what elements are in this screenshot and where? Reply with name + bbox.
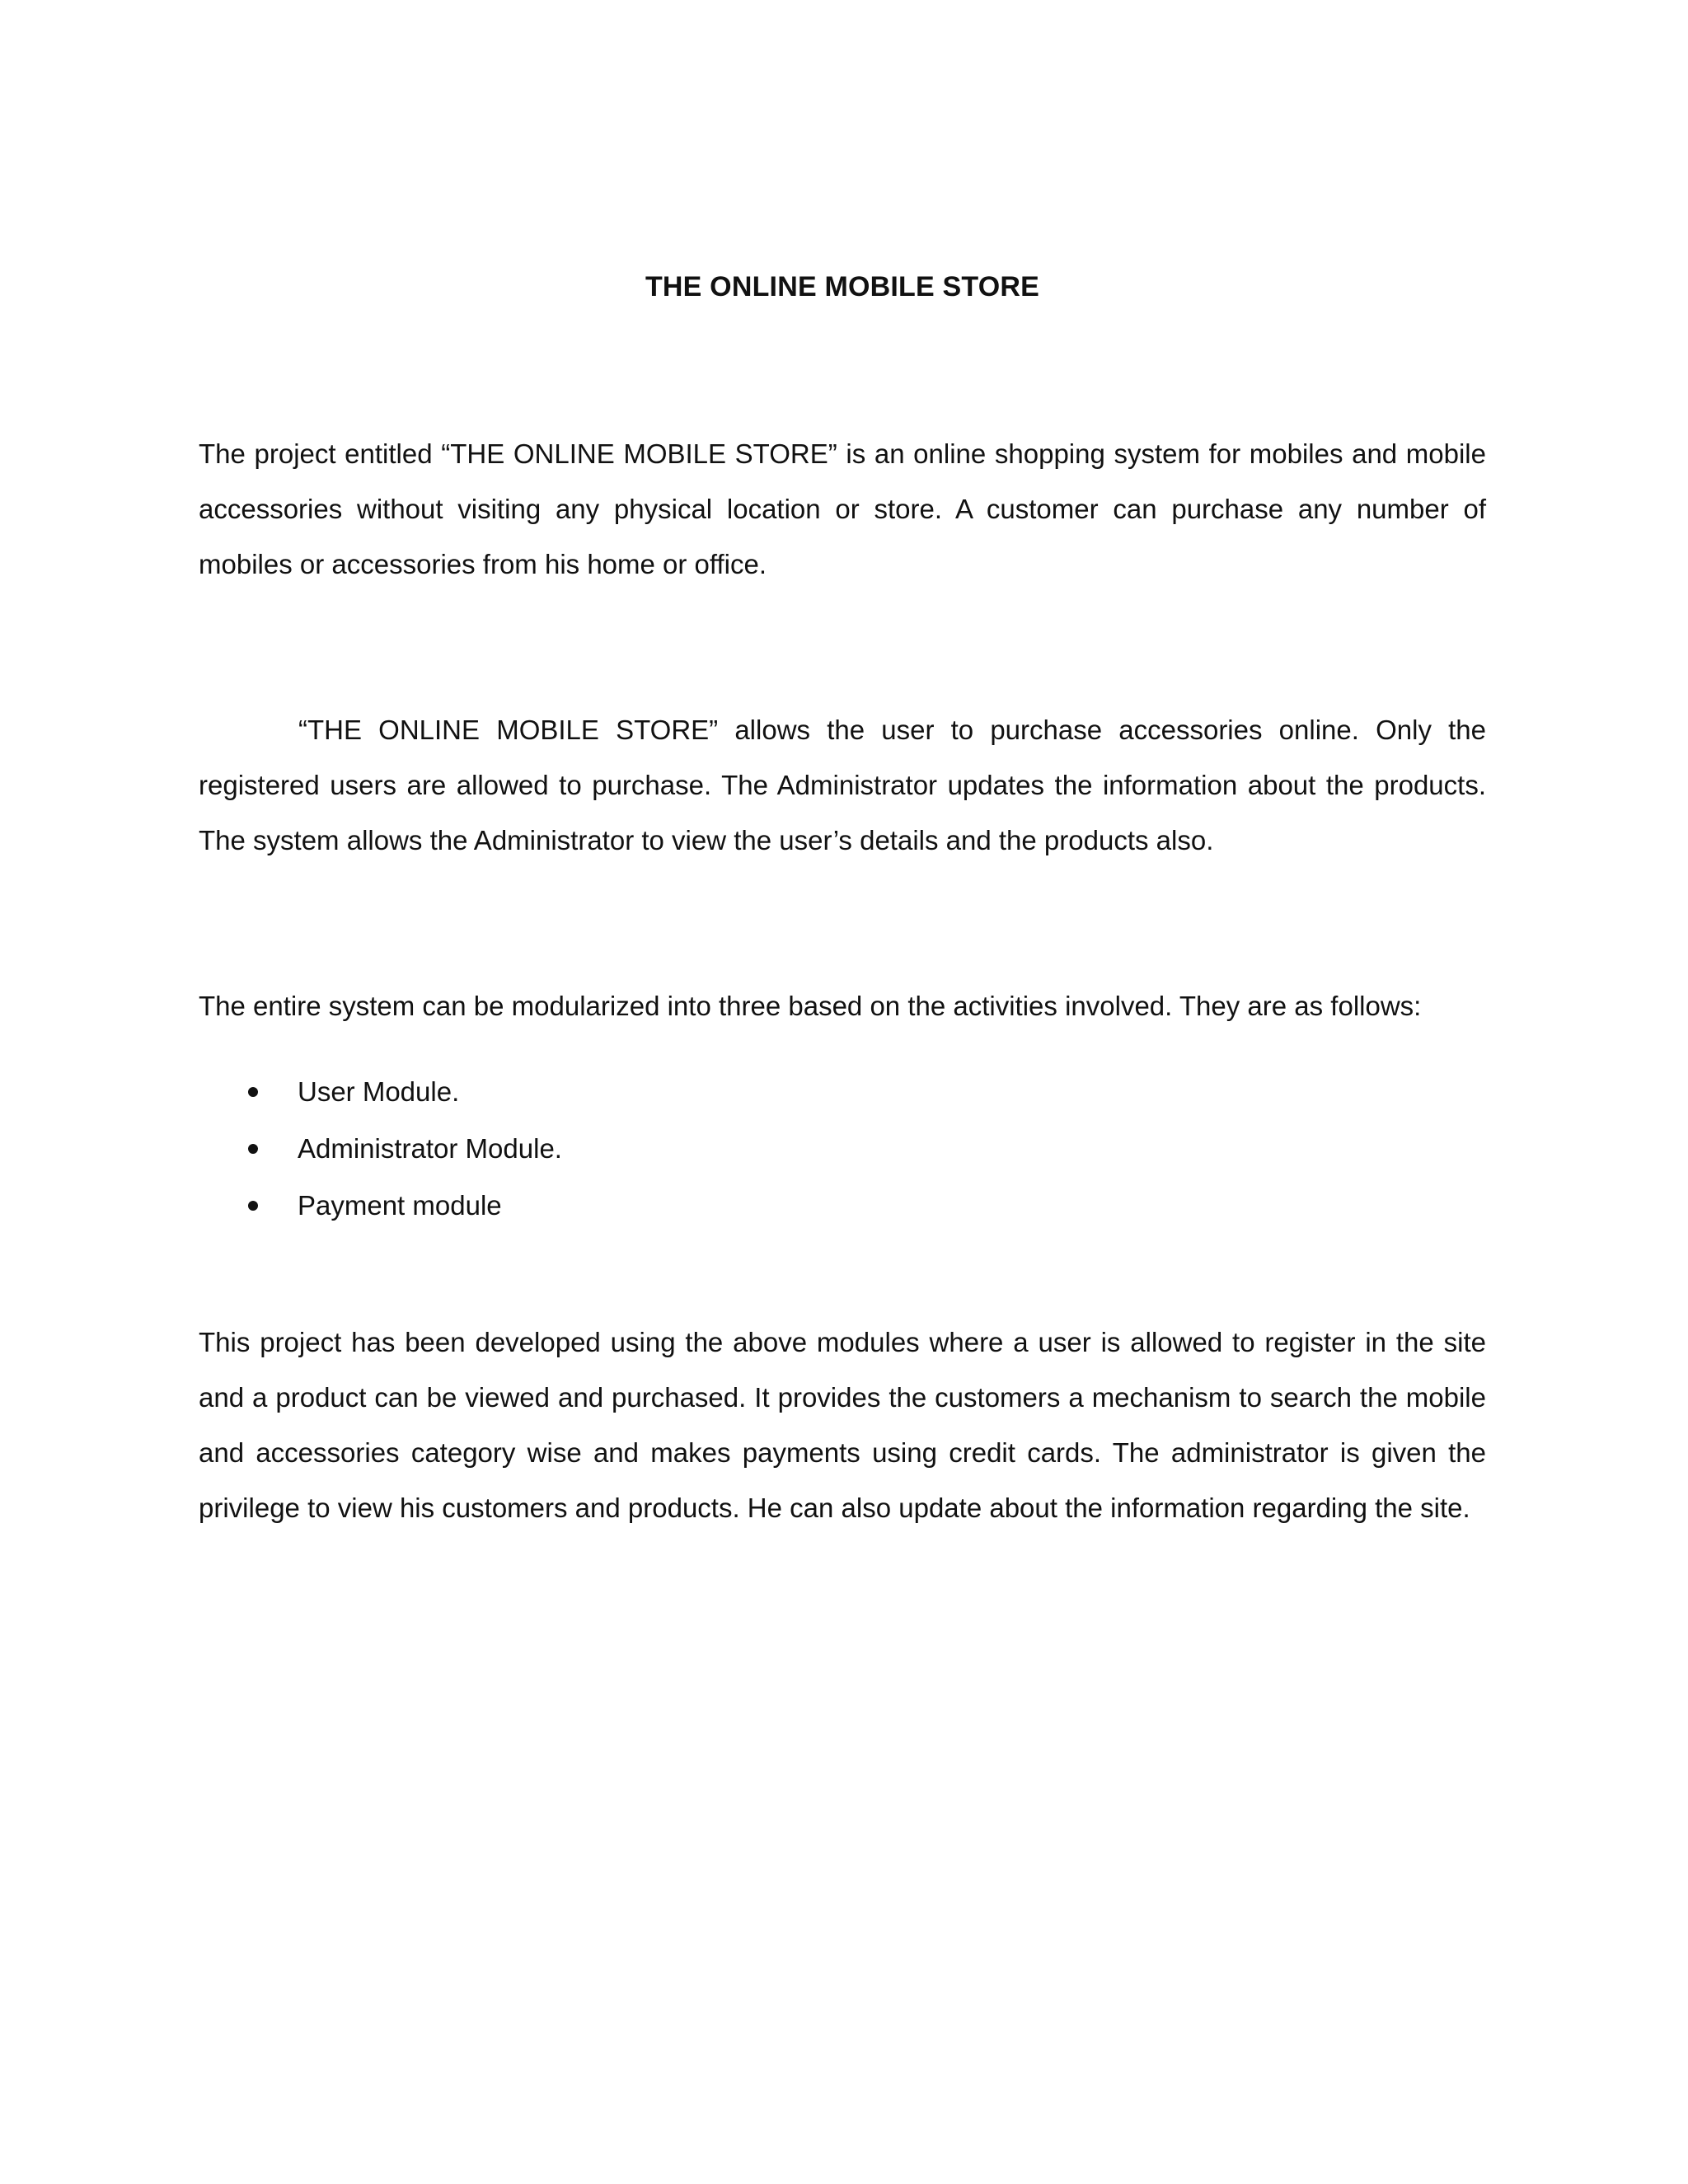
modules-intro-paragraph: The entire system can be modularized into three based on the activities involved. They are as follows:	[199, 991, 1422, 1021]
module-list-item	[199, 1177, 1486, 1234]
module-list	[199, 1063, 1486, 1234]
bullet-icon	[248, 1144, 258, 1154]
bullet-icon	[248, 1201, 258, 1211]
module-label: User Module.	[298, 1076, 460, 1107]
module-list-item	[199, 1063, 1486, 1120]
module-label: Payment module	[298, 1190, 502, 1221]
description-paragraph: “THE ONLINE MOBILE STORE” allows the user to purchase accessories online. Only the registered users are allowed to purchase. The Administrator updates the information about the products. The system allows the Administrator to view the user’s details and the products also.	[199, 715, 1486, 855]
closing-paragraph: This project has been developed using the above modules where a user is allowed to register in the site and a product can be viewed and purchased. It provides the customers a mechanism to search the mobile and accessories category wise and makes payments using credit cards. The administrator is given the privilege to view his customers and products. He can also update about the information regarding the site.	[199, 1327, 1486, 1523]
module-label: Administrator Module.	[298, 1133, 562, 1164]
intro-paragraph: The project entitled “THE ONLINE MOBILE STORE” is an online shopping system for mobiles and mobile accessories without visiting any physical location or store. A customer can purchase any number of mobiles or accessories from his home or office.	[199, 438, 1486, 579]
module-list-item	[199, 1120, 1486, 1177]
bullet-icon	[248, 1087, 258, 1097]
document-title: THE ONLINE MOBILE STORE	[645, 271, 1040, 302]
